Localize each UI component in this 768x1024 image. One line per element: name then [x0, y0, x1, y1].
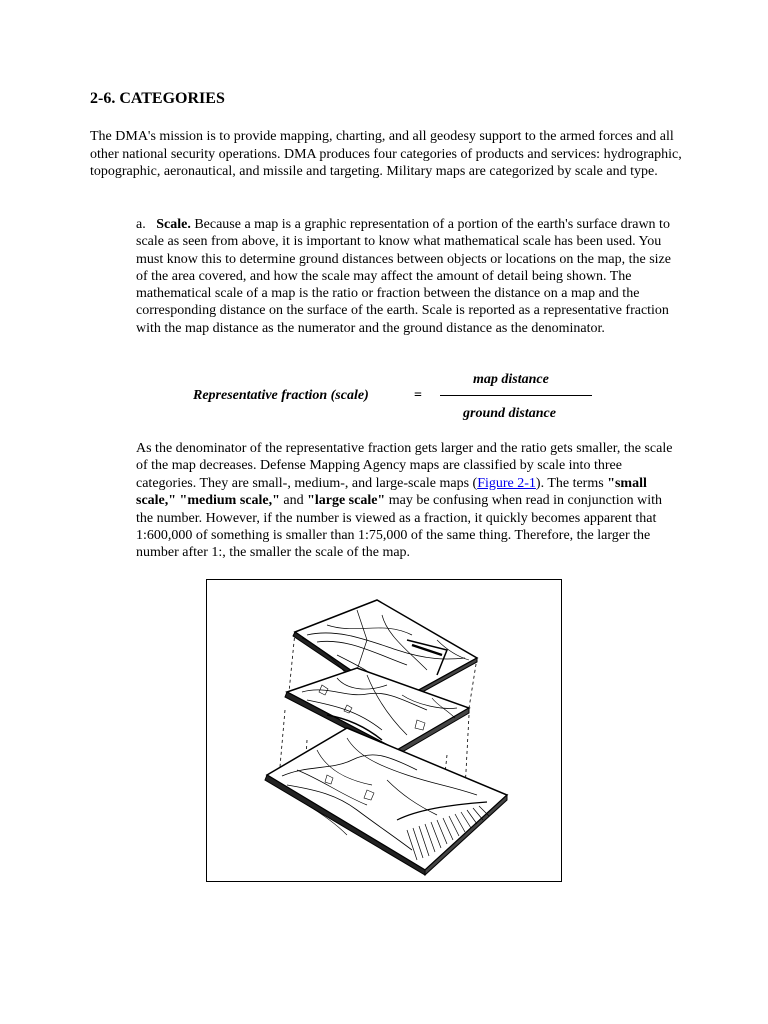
denominator-text-2: ). The terms	[535, 475, 608, 491]
term-small-scale: "small scale,"	[136, 475, 647, 509]
scale-text: Because a map is a graphic representation of a portion of the earth's surface drawn to scale as seen from above, it is important to know what mathematical scale has been used. You must know this to determine ground distances between objects or locations on the map, the size of the area covered, and how the scale may affect the amount of detail being shown. The mathematical scale of a map is the ratio or fraction between the distance on a map and the corresponding distance on the surface of the earth. Scale is reported as a representative fraction with the map distance as the numerator and the ground distance as the denominator.	[136, 217, 671, 336]
large-scale-map-sheet	[265, 728, 507, 875]
figure-2-1	[206, 579, 562, 882]
figure-2-1-link[interactable]: Figure 2-1	[477, 475, 536, 491]
formula-numerator: map distance	[473, 372, 549, 387]
list-marker: a.	[136, 217, 146, 232]
formula-denominator: ground distance	[463, 406, 556, 421]
scale-paragraph	[136, 216, 676, 337]
formula-lhs: Representative fraction (scale)	[193, 388, 369, 403]
denominator-paragraph	[136, 440, 676, 562]
representative-fraction-formula	[0, 368, 768, 428]
term-medium-scale: "medium scale,"	[179, 493, 280, 509]
section-heading: 2-6. CATEGORIES	[90, 90, 225, 107]
term-separator-2: and	[279, 493, 308, 509]
intro-paragraph: The DMA's mission is to provide mapping, charting, and all geodesy support to the armed forces and all other national security operations. DMA produces four categories of products and services: hydrographic, topographic, aeronautical, and missile and targeting. Military maps are categorized by scale and type.	[90, 129, 682, 179]
fraction-bar	[440, 395, 592, 396]
formula-equals: =	[414, 388, 422, 403]
scale-label: Scale.	[156, 217, 191, 232]
denominator-text-3: may be confusing when read in conjunction with the number. However, if the number is viewed as a fraction, it quickly becomes apparent that 1:600,000 of something is smaller than 1:75,000 of the same thing. Therefore, the larger the number after 1:, the smaller the scale of the map.	[136, 493, 663, 561]
term-large-scale: "large scale"	[307, 493, 386, 509]
stacked-maps-illustration-icon	[207, 580, 560, 880]
denominator-text-1: As the denominator of the representative fraction gets larger and the ratio gets smaller, the scale of the map decreases. Defense Mapping Agency maps are classified by scale into three categories. They are small-, medium-, and large-scale maps (	[136, 441, 673, 491]
